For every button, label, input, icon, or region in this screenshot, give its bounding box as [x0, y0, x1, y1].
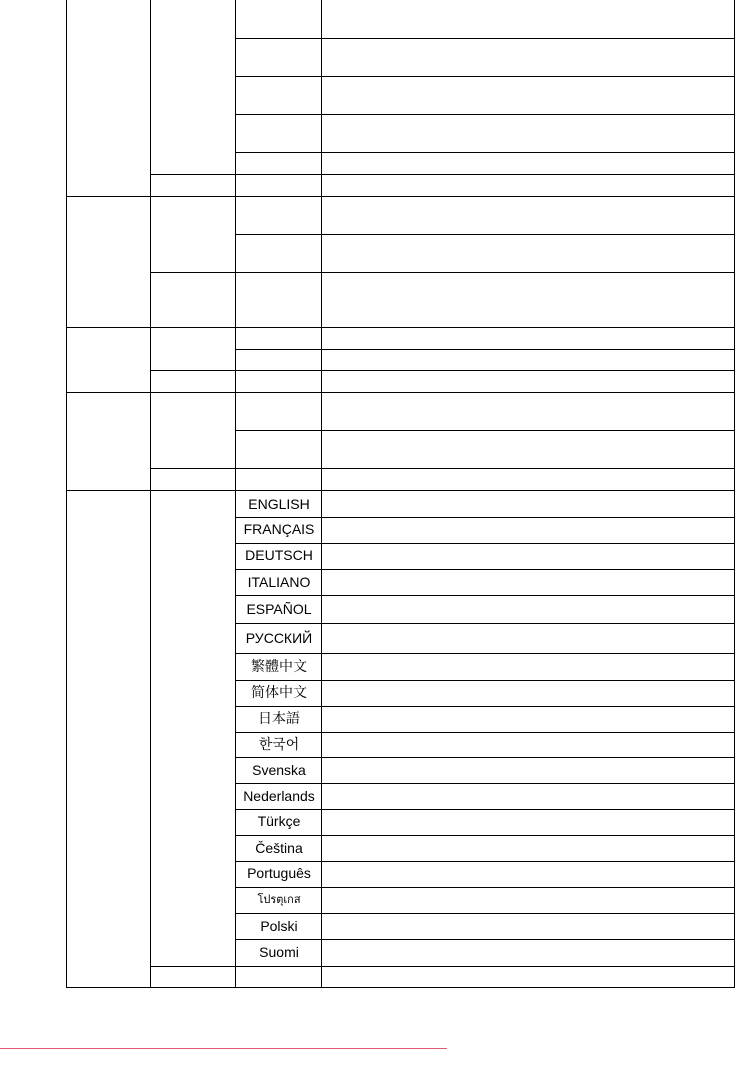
table-rule — [236, 732, 735, 733]
language-option-spanish: ESPAÑOL — [246, 601, 312, 617]
table-rule — [236, 38, 735, 39]
section-divider — [66, 490, 735, 491]
table-rule — [236, 887, 735, 888]
language-option-french: FRANÇAIS — [243, 521, 315, 537]
table-rule — [236, 595, 735, 596]
table-rule — [236, 517, 735, 518]
footer-rule — [0, 1048, 447, 1049]
table-rule — [236, 234, 735, 235]
language-option-russian: РУССКИЙ — [245, 630, 313, 646]
table-rule — [236, 783, 735, 784]
table-rule — [236, 913, 735, 914]
language-option-japanese: 日本語 — [258, 710, 300, 726]
language-option-simplified-chinese: 简体中文 — [251, 684, 307, 700]
language-option-finnish: Suomi — [259, 944, 299, 960]
table-rule — [236, 543, 735, 544]
column-divider-1 — [150, 0, 151, 988]
language-option-turkish: Türkçe — [257, 813, 301, 829]
table-border-left — [66, 0, 67, 988]
language-option-czech: Čeština — [255, 840, 303, 856]
table-rule — [236, 809, 735, 810]
section-divider — [66, 327, 735, 328]
table-rule — [151, 370, 735, 371]
table-rule — [236, 835, 735, 836]
table-rule — [151, 174, 735, 175]
section-divider — [66, 196, 735, 197]
table-border-bottom — [66, 987, 735, 988]
language-option-polish: Polski — [260, 918, 298, 934]
table-rule — [236, 349, 735, 350]
language-option-italian: ITALIANO — [247, 574, 311, 590]
table-rule — [151, 966, 735, 967]
table-rule — [236, 939, 735, 940]
language-option-korean: 한국어 — [258, 736, 300, 752]
table-rule — [236, 114, 735, 115]
table-rule — [236, 706, 735, 707]
table-rule — [151, 272, 735, 273]
table-rule — [236, 680, 735, 681]
language-option-german: DEUTSCH — [245, 547, 313, 563]
section-divider — [66, 392, 735, 393]
table-rule — [236, 430, 735, 431]
language-option-thai: โปรตุเกส — [257, 894, 301, 906]
table-rule — [151, 468, 735, 469]
language-option-dutch: Nederlands — [243, 788, 315, 804]
language-option-english: ENGLISH — [248, 496, 310, 512]
table-rule — [236, 623, 735, 624]
language-option-portuguese: Português — [247, 865, 311, 881]
language-option-swedish: Svenska — [252, 762, 306, 778]
table-rule — [236, 757, 735, 758]
table-rule — [236, 861, 735, 862]
language-option-traditional-chinese: 繁體中文 — [251, 658, 307, 674]
table-rule — [236, 152, 735, 153]
table-rule — [236, 76, 735, 77]
table-rule — [236, 653, 735, 654]
table-rule — [236, 569, 735, 570]
